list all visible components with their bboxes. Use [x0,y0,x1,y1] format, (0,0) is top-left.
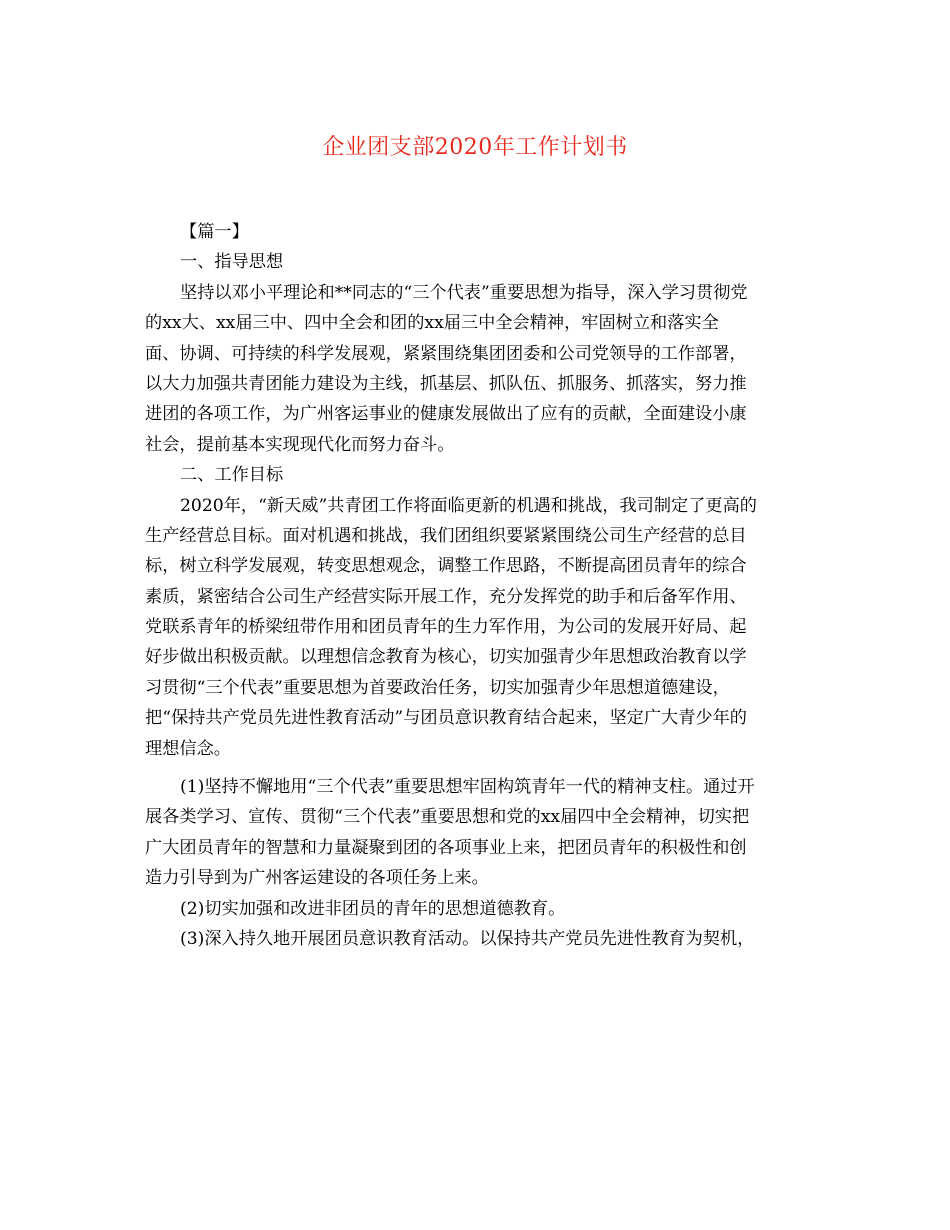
body-line: 进团的各项工作，为广州客运事业的健康发展做出了应有的贡献，全面建设小康 [145,404,747,425]
body-line: 社会，提前基本实现现代化而努力奋斗。 [145,434,455,455]
body-line: (2)切实加强和改进非团员的青年的思想道德教育。 [180,898,566,919]
body-line: 广大团员青年的智慧和力量凝聚到团的各项事业上来，把团员青年的积极性和创 [145,837,747,858]
body-line: 【篇一】 [180,222,249,242]
body-line: 标，树立科学发展观，转变思想观念，调整工作思路，不断提高团员青年的综合 [145,556,747,577]
body-line: 习贯彻“三个代表”重要思想为首要政治任务，切实加强青少年思想道德建设， [145,677,730,698]
document-title: 企业团支部2020年工作计划书 [322,135,628,160]
body-line: 把“保持共产党员先进性教育活动”与团员意识教育结合起来，坚定广大青少年的 [145,708,747,729]
body-line: 的xx大、xx届三中、四中全会和团的xx届三中全会精神，牢固树立和落实全 [145,313,719,334]
body-line: 坚持以邓小平理论和**同志的“三个代表”重要思想为指导，深入学习贯彻党 [180,282,748,303]
body-line: (1)坚持不懈地用“三个代表”重要思想牢固构筑青年一代的精神支柱。通过开 [180,777,755,798]
body-line: 二、工作目标 [180,465,284,486]
body-line: 好步做出积极贡献。以理想信念教育为核心，切实加强青少年思想政治教育以学 [145,647,747,668]
body-line: 理想信念。 [145,738,231,759]
body-line: 2020年，“新天威”共青团工作将面临更新的机遇和挑战，我司制定了更高的 [180,495,757,516]
body-line: 造力引导到为广州客运建设的各项任务上来。 [145,868,489,889]
body-line: 素质，紧密结合公司生产经营实际开展工作，充分发挥党的助手和后备军作用、 [145,586,747,607]
body-line: 以大力加强共青团能力建设为主线，抓基层、抓队伍、抓服务、抓落实，努力推 [145,373,747,394]
document-body [145,217,805,954]
body-line: 一、指导思想 [180,252,284,273]
body-line: 生产经营总目标。面对机遇和挑战，我们团组织要紧紧围绕公司生产经营的总目 [145,525,747,546]
body-line: 展各类学习、宣传、贯彻“三个代表”重要思想和党的xx届四中全会精神，切实把 [145,807,750,828]
body-line: (3)深入持久地开展团员意识教育活动。以保持共产党员先进性教育为契机， [180,928,755,949]
body-line: 党联系青年的桥梁纽带作用和团员青年的生力军作用，为公司的发展开好局、起 [145,617,747,638]
body-line: 面、协调、可持续的科学发展观，紧紧围绕集团团委和公司党领导的工作部署， [145,343,747,364]
